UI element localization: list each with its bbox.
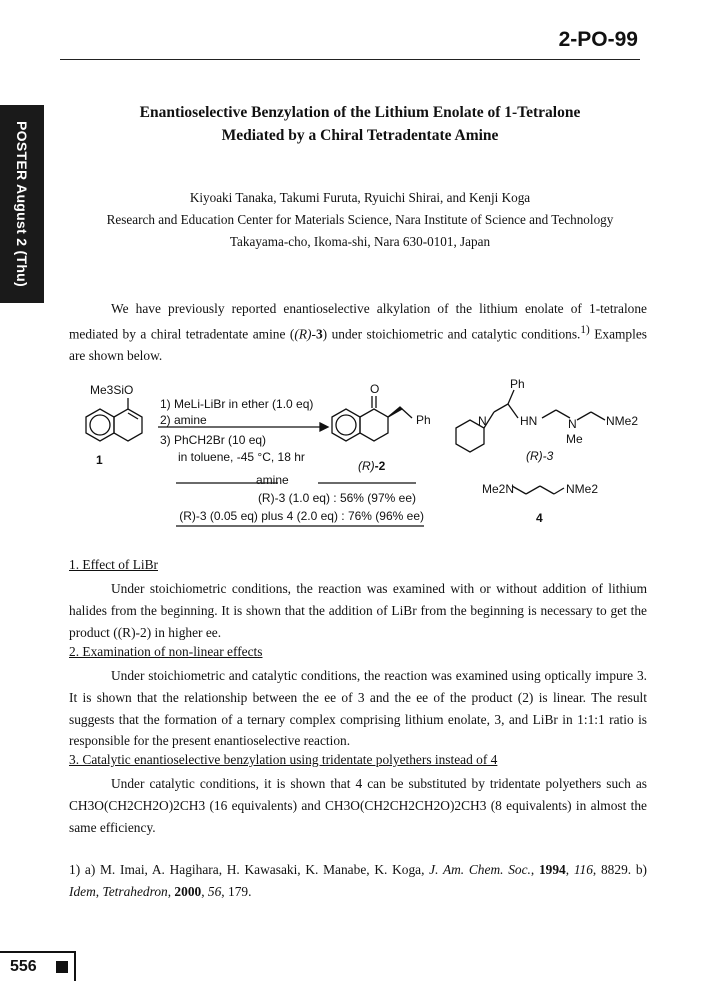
compound-1-group: Me3SiO — [90, 383, 134, 397]
product-phenyl: Ph — [416, 413, 431, 427]
section-2-text: Under stoichiometric and catalytic conditions, the reaction was examined using optically impure 3. It is shown that the relationship between the ee of 3 and the ee of the product (2) is linear. The result suggests that the formation of a ternary complex comprising lithium enolate, 3, and LiBr in 1:1:1 ratio is responsible for the present enantioselective reaction. — [69, 668, 647, 749]
section-3-text: Under catalytic conditions, it is shown that 4 can be substituted by tridentate polyethers such as CH3O(CH2CH2O)2CH3 (16 equivalents) and CH3O(CH2CH2CH2O)2CH3 (8 equivalents) in almost the same efficiency. — [69, 776, 647, 835]
affiliation-line-2: Takayama-cho, Ikoma-shi, Nara 630-0101, Japan — [229, 234, 491, 249]
amine-3-nme2: NMe2 — [606, 414, 639, 428]
amine-4-left: Me2N — [482, 482, 515, 496]
section-1-text: Under stoichiometric conditions, the reaction was examined with or without addition of lithium halides from the beginning. It is shown that the addition of LiBr from the beginning is necessary to get the product ((R)-2) in higher ee. — [69, 581, 647, 640]
step-2: 2) amine — [160, 413, 207, 427]
product-label: (R)-2 — [358, 459, 386, 473]
amine-4-label: 4 — [536, 511, 543, 525]
amine-3-n2: N — [568, 417, 577, 431]
section-3-heading: 3. Catalytic enantioselective benzylation using tridentate polyethers instead of 4 — [69, 752, 498, 767]
reaction-scheme — [70, 378, 650, 538]
abstract-code: 2-PO-99 — [558, 28, 638, 51]
intro-paragraph: We have previously reported enantioselective alkylation of the lithium enolate of 1-tetralone mediated by a chiral tetradentate amine ((R)-3) under stoichiometric and catalytic conditions.$^{1)}$ Examples are shown below. — [69, 301, 647, 364]
side-tab-label: POSTER August 2 (Thu) — [14, 121, 30, 287]
step-1: 1) MeLi-LiBr in ether (1.0 eq) — [160, 397, 314, 411]
amine-3-hn: HN — [520, 414, 538, 428]
amine-3-phenyl: Ph — [510, 378, 525, 391]
amine-3-n1: N — [478, 414, 487, 428]
amine-column-header: amine — [256, 473, 289, 487]
step-3: 3) PhCH2Br (10 eq) — [160, 433, 267, 447]
section-2-heading: 2. Examination of non-linear effects — [69, 644, 263, 659]
side-tab — [0, 105, 44, 303]
product-oxygen: O — [370, 382, 380, 396]
compound-1-label: 1 — [96, 453, 103, 467]
compound-4-structure — [512, 486, 564, 494]
compound-1-structure — [86, 398, 142, 441]
title-line-2: Mediated by a Chiral Tetradentate Amine — [221, 127, 499, 144]
title-line-1: Enantioselective Benzylation of the Lithium Enolate of 1-Tetralone — [139, 104, 581, 121]
page-marker-square — [56, 961, 68, 973]
amine-4-right: NMe2 — [566, 482, 599, 496]
amine-3-methyl: Me — [566, 432, 583, 446]
section-1-heading: 1. Effect of LiBr — [69, 557, 158, 572]
page-number-box — [0, 951, 76, 981]
compound-2-structure — [332, 396, 412, 441]
step-3-conditions: in toluene, -45 °C, 18 hr — [178, 450, 305, 464]
reference-1: 1) a) M. Imai, A. Hagihara, H. Kawasaki, K. Manabe, K. Koga, J. Am. Chem. Soc., 1994, 116, 8829. b) Idem, Tetrahedron, 2000, 56, 179. — [69, 862, 647, 899]
header-rule — [60, 59, 640, 60]
authors: Kiyoaki Tanaka, Takumi Furuta, Ryuichi Shirai, and Kenji Koga — [189, 190, 531, 205]
result-row-2: (R)-3 (0.05 eq) plus 4 (2.0 eq) : 76% (96% ee) — [179, 509, 424, 523]
page-number: 556 — [10, 958, 37, 975]
result-row-1: (R)-3 (1.0 eq) : 56% (97% ee) — [257, 491, 416, 505]
affiliation-line-1: Research and Education Center for Materials Science, Nara Institute of Science and Technology — [106, 212, 614, 227]
amine-3-label: (R)-3 — [526, 449, 554, 463]
